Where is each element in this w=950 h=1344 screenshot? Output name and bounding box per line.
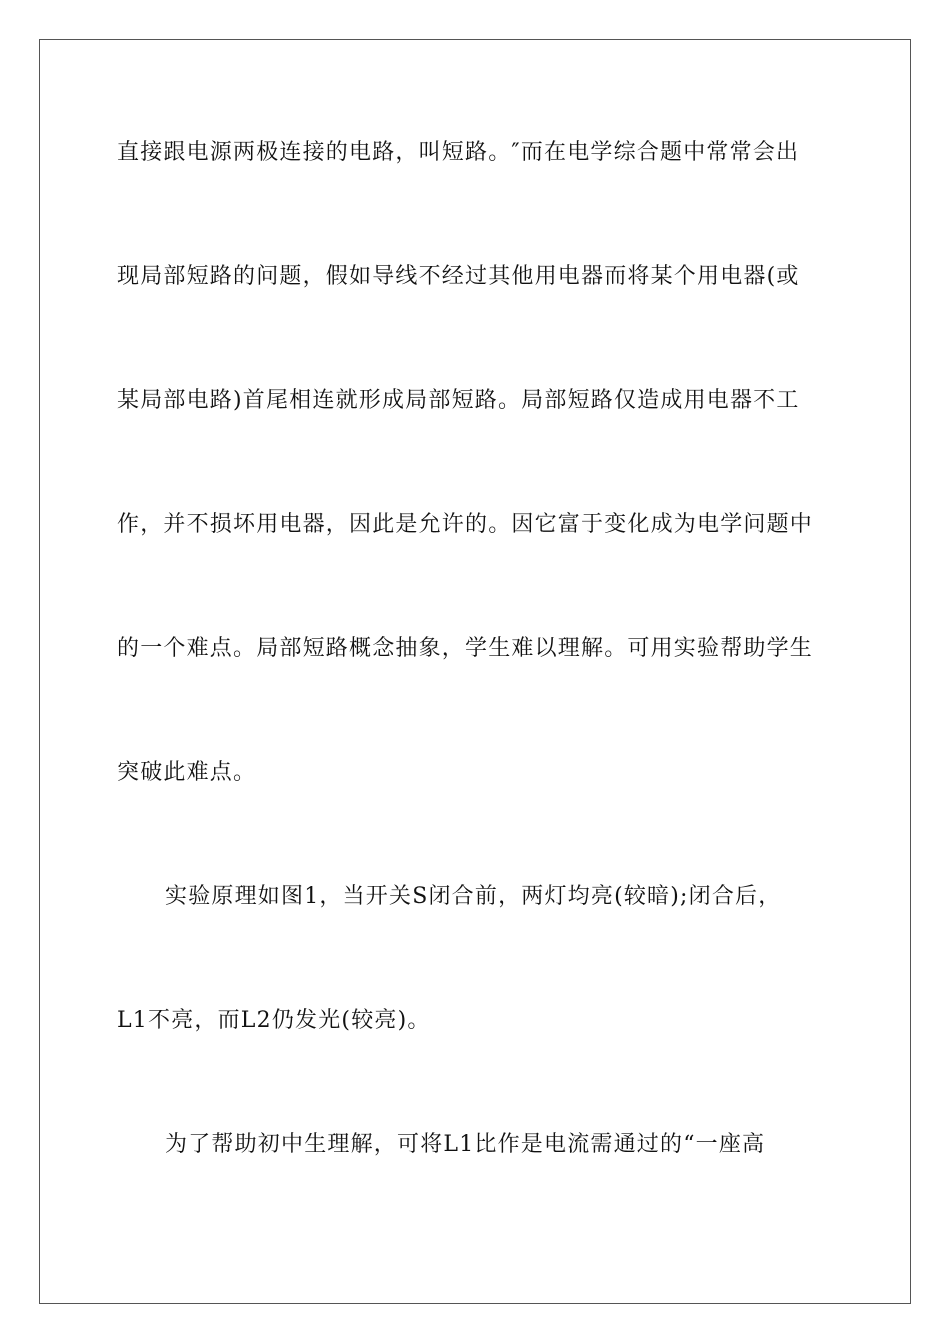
body-text-line: 为了帮助初中生理解，可将L1比作是电流需通过的“一座高: [165, 1132, 766, 1157]
body-text-line: L1不亮，而L2仍发光(较亮)。: [117, 1008, 431, 1033]
page-border: [39, 39, 911, 1304]
body-text-line: 实验原理如图1，当开关S闭合前，两灯均亮(较暗);闭合后，: [165, 884, 782, 909]
body-text-line: 直接跟电源两极连接的电路，叫短路。″而在电学综合题中常常会出: [117, 140, 800, 165]
body-text-line: 现局部短路的问题，假如导线不经过其他用电器而将某个用电器(或: [117, 264, 800, 289]
body-text-line: 的一个难点。局部短路概念抽象，学生难以理解。可用实验帮助学生: [117, 636, 814, 661]
body-text-line: 作，并不损坏用电器，因此是允许的。因它富于变化成为电学问题中: [117, 512, 814, 537]
body-text-line: 某局部电路)首尾相连就形成局部短路。局部短路仅造成用电器不工: [117, 388, 800, 413]
body-text-line: 突破此难点。: [117, 760, 257, 785]
